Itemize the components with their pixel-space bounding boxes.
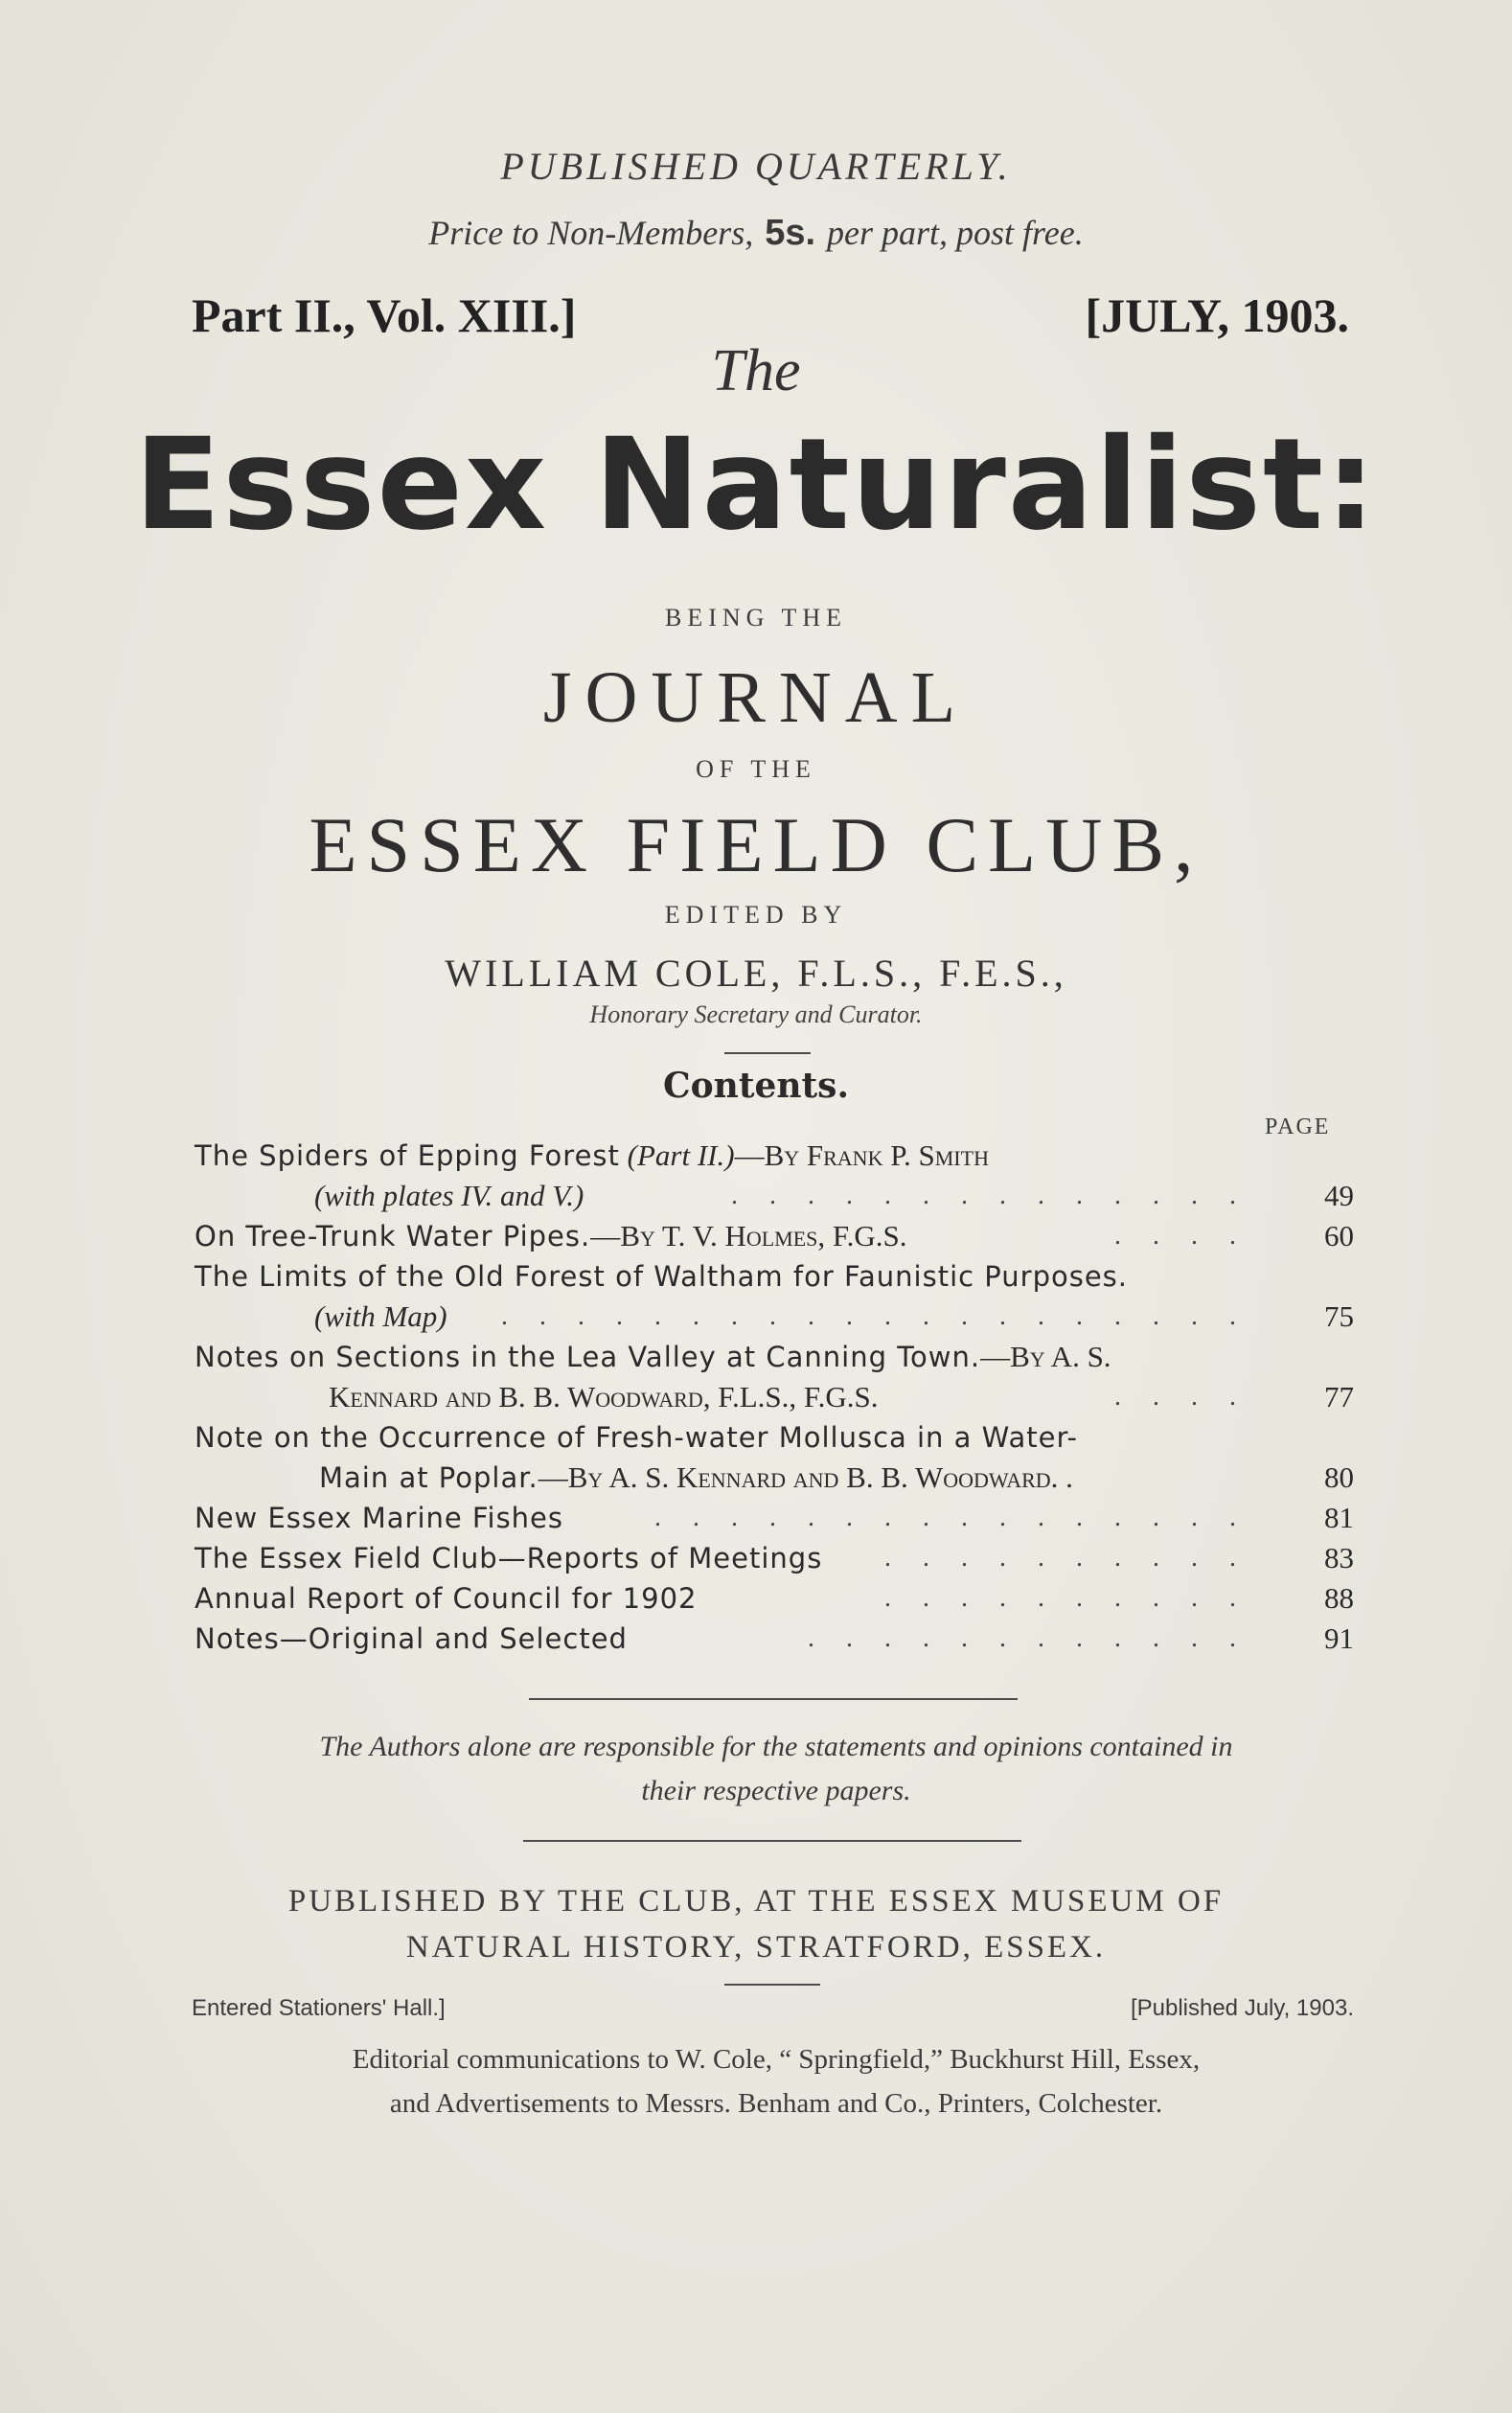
toc-line	[195, 1297, 1354, 1337]
table-of-contents	[195, 1136, 1354, 1659]
toc-leader-dots: . . . . . . . . . .	[884, 1543, 1249, 1573]
editor-name: WILLIAM COLE, F.L.S., F.E.S.,	[445, 952, 1067, 995]
editorial-communications	[192, 2037, 1361, 2126]
toc-line	[195, 1337, 1354, 1377]
toc-title: Notes on Sections in the Lea Valley at Canning Town.	[195, 1341, 981, 1373]
publisher-line: NATURAL HISTORY, STRATFORD, ESSEX.	[405, 1930, 1107, 1965]
toc-page-number: 80	[1324, 1460, 1354, 1494]
authors-disclaimer	[192, 1725, 1361, 1813]
toc-italic: (with plates IV. and V.)	[314, 1179, 584, 1212]
toc-line	[195, 1538, 1354, 1578]
toc-line	[195, 1136, 1354, 1176]
masthead-title: Essex Naturalist:	[134, 411, 1378, 559]
toc-page-number: 81	[1324, 1501, 1354, 1534]
toc-line	[195, 1176, 1354, 1216]
toc-line	[195, 1498, 1354, 1538]
toc-page-number: 83	[1324, 1541, 1354, 1574]
divider-rule	[724, 1052, 811, 1054]
toc-line	[195, 1377, 1354, 1417]
toc-title: Main at Poplar.	[319, 1461, 538, 1494]
publisher-line: PUBLISHED BY THE CLUB, AT THE ESSEX MUSEUM OF	[287, 1884, 1225, 1919]
toc-leader-dots: . . . .	[1114, 1221, 1249, 1251]
divider-rule	[724, 1984, 820, 1986]
toc-title: On Tree-Trunk Water Pipes.	[195, 1220, 591, 1252]
divider-rule	[523, 1840, 1021, 1842]
toc-leader-dots: . . . . . . . . . . . . . . . . . . . .	[501, 1301, 1249, 1331]
toc-author: Kennard and B. B. Woodward, F.L.S., F.G.S.	[329, 1380, 879, 1413]
toc-title: Notes—Original and Selected	[195, 1622, 628, 1655]
toc-title: The Essex Field Club—Reports of Meetings	[195, 1542, 823, 1574]
toc-leader-dots: . . . . . . . . . . . . . . . .	[654, 1503, 1249, 1532]
editorial-line: and Advertisements to Messrs. Benham and Co., Printers, Colchester.	[389, 2088, 1163, 2119]
toc-page-number: 49	[1324, 1179, 1354, 1212]
toc-leader-dots: . . . .	[1114, 1382, 1249, 1412]
edited-by: EDITED BY	[664, 901, 848, 929]
toc-page-number: 88	[1324, 1581, 1354, 1615]
published-quarterly: PUBLISHED QUARTERLY.	[500, 145, 1012, 188]
toc-author: —By A. S.	[980, 1340, 1111, 1373]
toc-author: —By T. V. Holmes, F.G.S.	[590, 1219, 907, 1252]
published-date-note: [Published July, 1903.	[1130, 1995, 1354, 2021]
toc-title: Annual Report of Council for 1902	[195, 1582, 698, 1615]
contents-heading: Contents.	[663, 1066, 849, 1106]
disclaimer-line: The Authors alone are responsible for the statements and opinions contained in	[319, 1731, 1233, 1762]
toc-line	[195, 1458, 1354, 1498]
toc-title: Note on the Occurrence of Fresh-water Mollusca in a Water-	[195, 1421, 1078, 1454]
toc-line	[195, 1578, 1354, 1619]
toc-page-number: 91	[1324, 1621, 1354, 1655]
toc-leader-dots: . . . . . . . . . .	[884, 1583, 1249, 1613]
part-volume: Part II., Vol. XIII.]	[192, 288, 577, 342]
toc-line	[195, 1619, 1354, 1659]
price-suffix: per part, post free.	[827, 214, 1084, 252]
toc-title: The Spiders of Epping Forest	[195, 1139, 620, 1172]
toc-author: —By Frank P. Smith	[734, 1138, 989, 1172]
toc-page-number: 75	[1324, 1299, 1354, 1333]
toc-italic: (with Map)	[314, 1299, 447, 1333]
toc-page-number: 60	[1324, 1219, 1354, 1252]
stationers-hall-note: Entered Stationers' Hall.]	[192, 1995, 446, 2021]
publisher-imprint	[0, 1878, 1512, 1970]
toc-title: New Essex Marine Fishes	[195, 1502, 564, 1534]
toc-line	[195, 1256, 1354, 1297]
divider-rule	[529, 1698, 1018, 1700]
being-the: BEING THE	[664, 604, 847, 632]
issue-date: [JULY, 1903.	[1085, 288, 1349, 342]
price-amount: 5s.	[765, 213, 816, 253]
toc-author: —By A. S. Kennard and B. B. Woodward. .	[538, 1460, 1073, 1494]
masthead-the: The	[711, 338, 801, 403]
club-name: ESSEX FIELD CLUB,	[309, 801, 1203, 888]
editor-title: Honorary Secretary and Curator.	[589, 1000, 923, 1028]
toc-title: The Limits of the Old Forest of Waltham for Faunistic Purposes.	[195, 1260, 1128, 1293]
price-prefix: Price to Non-Members,	[428, 214, 754, 252]
disclaimer-line: their respective papers.	[641, 1775, 911, 1806]
journal-heading: JOURNAL	[542, 657, 970, 738]
toc-italic: (Part II.)	[619, 1138, 735, 1172]
toc-line	[195, 1216, 1354, 1256]
price-line	[0, 213, 1512, 254]
of-the: OF THE	[696, 755, 816, 783]
toc-line	[195, 1417, 1354, 1458]
editorial-line: Editorial communications to W. Cole, “ Springfield,” Buckhurst Hill, Essex,	[352, 2044, 1201, 2075]
toc-leader-dots: . . . . . . . . . . . .	[808, 1623, 1249, 1653]
toc-leader-dots: . . . . . . . . . . . . . .	[731, 1181, 1249, 1210]
page-column-label: PAGE	[1265, 1115, 1331, 1139]
toc-page-number: 77	[1324, 1380, 1354, 1413]
